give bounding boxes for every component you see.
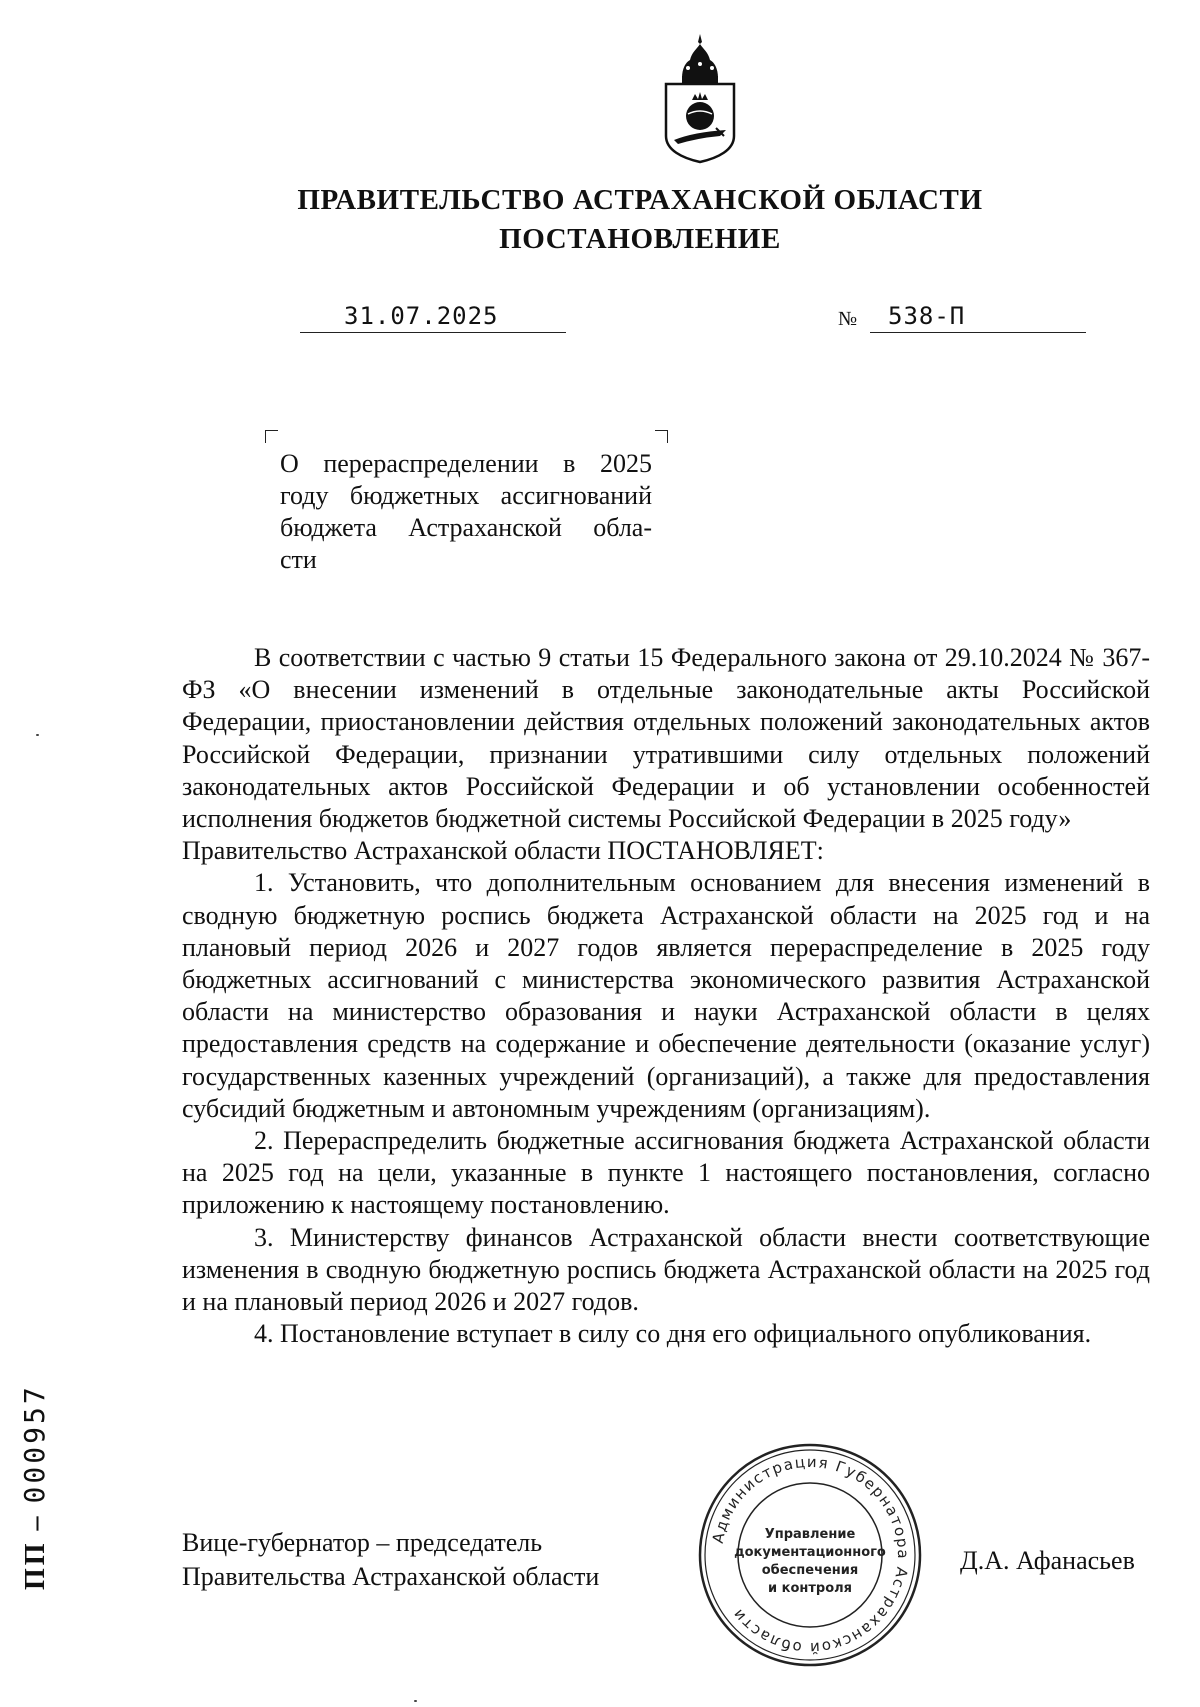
organization-title: ПРАВИТЕЛЬСТВО АСТРАХАНСКОЙ ОБЛАСТИ [297, 184, 983, 216]
subject-line: О перераспределении в 2025 [280, 449, 652, 478]
item-paragraph: 1. Установить, что дополнительным основанием для внесения изменений в сводную бюджетную роспись бюджета Астраханской области на 2025 год и на плановый период 2026 и 2027 годов является перераспределение в 2025 году бюджетных ассигнований с министерства экономического развития Астраханской области на министерство образования и науки Астраханской области в целях предоставления средств на содержание и обеспечение деятельности (оказание услуг) государственных казенных учреждений (организаций), а также для предоставления субсидий бюджетным и автономным учреждениям (организациям). [182, 868, 1150, 1123]
side-code-prefix: ПП – [20, 1513, 51, 1590]
item-paragraph: 3. Министерству финансов Астраханской области внести соответствующие изменения в сводную бюджетную роспись бюджета Астраханской области на 2025 год и на плановый период 2026 и 2027 годов. [182, 1222, 1150, 1317]
svg-text:Управление: Управление [764, 1527, 856, 1542]
position-line: Вице-губернатор – председатель [182, 1528, 543, 1557]
number-field [870, 302, 1086, 333]
subject-line: бюджета Астраханской обла- [280, 513, 652, 542]
document-date: 31.07.2025 [344, 302, 499, 330]
svg-text:Администрация Губернатора Астр: Администрация Губернатора Астраханской области [708, 1452, 913, 1658]
subject-line: году бюджетных ассигнований [280, 481, 652, 510]
number-sign: № [838, 308, 858, 330]
subject-corner-left [265, 430, 278, 443]
signatory-name: Д.А. Афанасьев [960, 1546, 1135, 1575]
date-field [300, 302, 566, 333]
document-number: 538-П [888, 302, 966, 330]
svg-text:документационного: документационного [734, 1545, 886, 1560]
document-body [182, 642, 1150, 1350]
preamble-paragraph: В соответствии с частью 9 статьи 15 Федерального закона от 29.10.2024 № 367-ФЗ «О внесении изменений в отдельные законодательные акты Российской Федерации, приостановлении действия отдельных положений законодательных актов Российской Федерации, признании утратившими силу отдельных положений законодательных актов Российской Федерации и об установлении особенностей исполнения бюджетов бюджетной системы Российской Федерации в 2025 году» [182, 643, 1150, 834]
svg-text:и контроля: и контроля [767, 1581, 853, 1596]
position-line: Правительства Астраханской области [182, 1562, 600, 1591]
coat-of-arms-emblem [660, 32, 740, 164]
side-registration-code [18, 1350, 58, 1590]
document-subject [280, 448, 652, 576]
scan-speck [36, 734, 39, 736]
subject-line: сти [280, 545, 317, 574]
item-paragraph: 2. Перераспределить бюджетные ассигнования бюджета Астраханской области на 2025 год на цели, указанные в пункте 1 настоящего постановления, согласно приложению к настоящему постановлению. [182, 1126, 1150, 1220]
scan-speck [414, 1700, 417, 1702]
document-type-title: ПОСТАНОВЛЕНИЕ [499, 223, 781, 255]
svg-text:обеспечения: обеспечения [761, 1563, 859, 1578]
item-paragraph: 4. Постановление вступает в силу со дня его официального опубликования. [254, 1319, 1092, 1349]
side-code-number: 000957 [18, 1384, 51, 1504]
signatory-position [182, 1526, 599, 1594]
resolves-paragraph: Правительство Астраханской области ПОСТАНОВЛЯЕТ: [182, 836, 824, 866]
official-stamp [695, 1440, 925, 1670]
subject-corner-right [655, 430, 668, 443]
